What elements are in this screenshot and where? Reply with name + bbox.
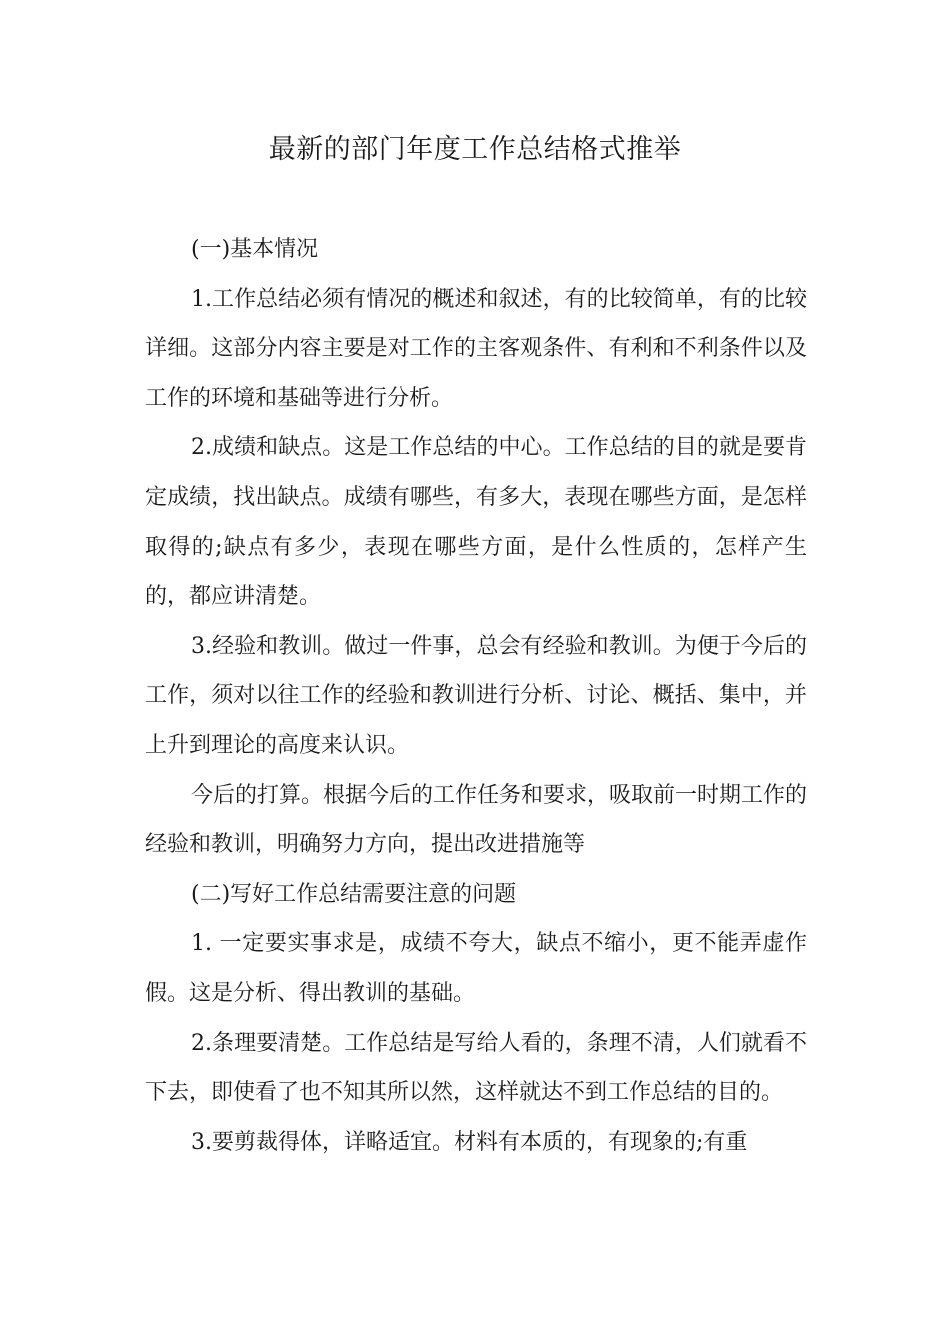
paragraph: 3.要剪裁得体，详略适宜。材料有本质的，有现象的;有重	[191, 1129, 748, 1155]
paragraph: 1. 一定要实事求是，成绩不夸大，缺点不缩小，更不能弄虚作假。这是分析、得出教训的基础。	[145, 931, 807, 1006]
section-heading: (二)写好工作总结需要注意的问题	[191, 881, 517, 907]
document-body	[145, 225, 807, 1167]
paragraph: 2.条理要清楚。工作总结是写给人看的，条理不清，人们就看不下去，即使看了也不知其所以然，这样就达不到工作总结的目的。	[145, 1030, 807, 1106]
paragraph: 3.经验和教训。做过一件事，总会有经验和教训。为便于今后的工作，须对以往工作的经验和教训进行分析、讨论、概括、集中，并上升到理论的高度来认识。	[145, 633, 807, 758]
paragraph: 2.成绩和缺点。这是工作总结的中心。工作总结的目的就是要肯定成绩，找出缺点。成绩有哪些，有多大，表现在哪些方面，是怎样取得的;缺点有多少，表现在哪些方面，是什么性质的，怎样产生的，都应讲清楚。	[145, 435, 807, 610]
document-title: 最新的部门年度工作总结格式推举	[268, 134, 682, 165]
section-heading: (一)基本情况	[191, 237, 319, 262]
paragraph: 今后的打算。根据今后的工作任务和要求，吸取前一时期工作的经验和教训，明确努力方向，提出改进措施等	[145, 782, 808, 858]
paragraph: 1.工作总结必须有情况的概述和叙述，有的比较简单，有的比较详细。这部分内容主要是对工作的主客观条件、有利和不利条件以及工作的环境和基础等进行分析。	[145, 286, 807, 411]
